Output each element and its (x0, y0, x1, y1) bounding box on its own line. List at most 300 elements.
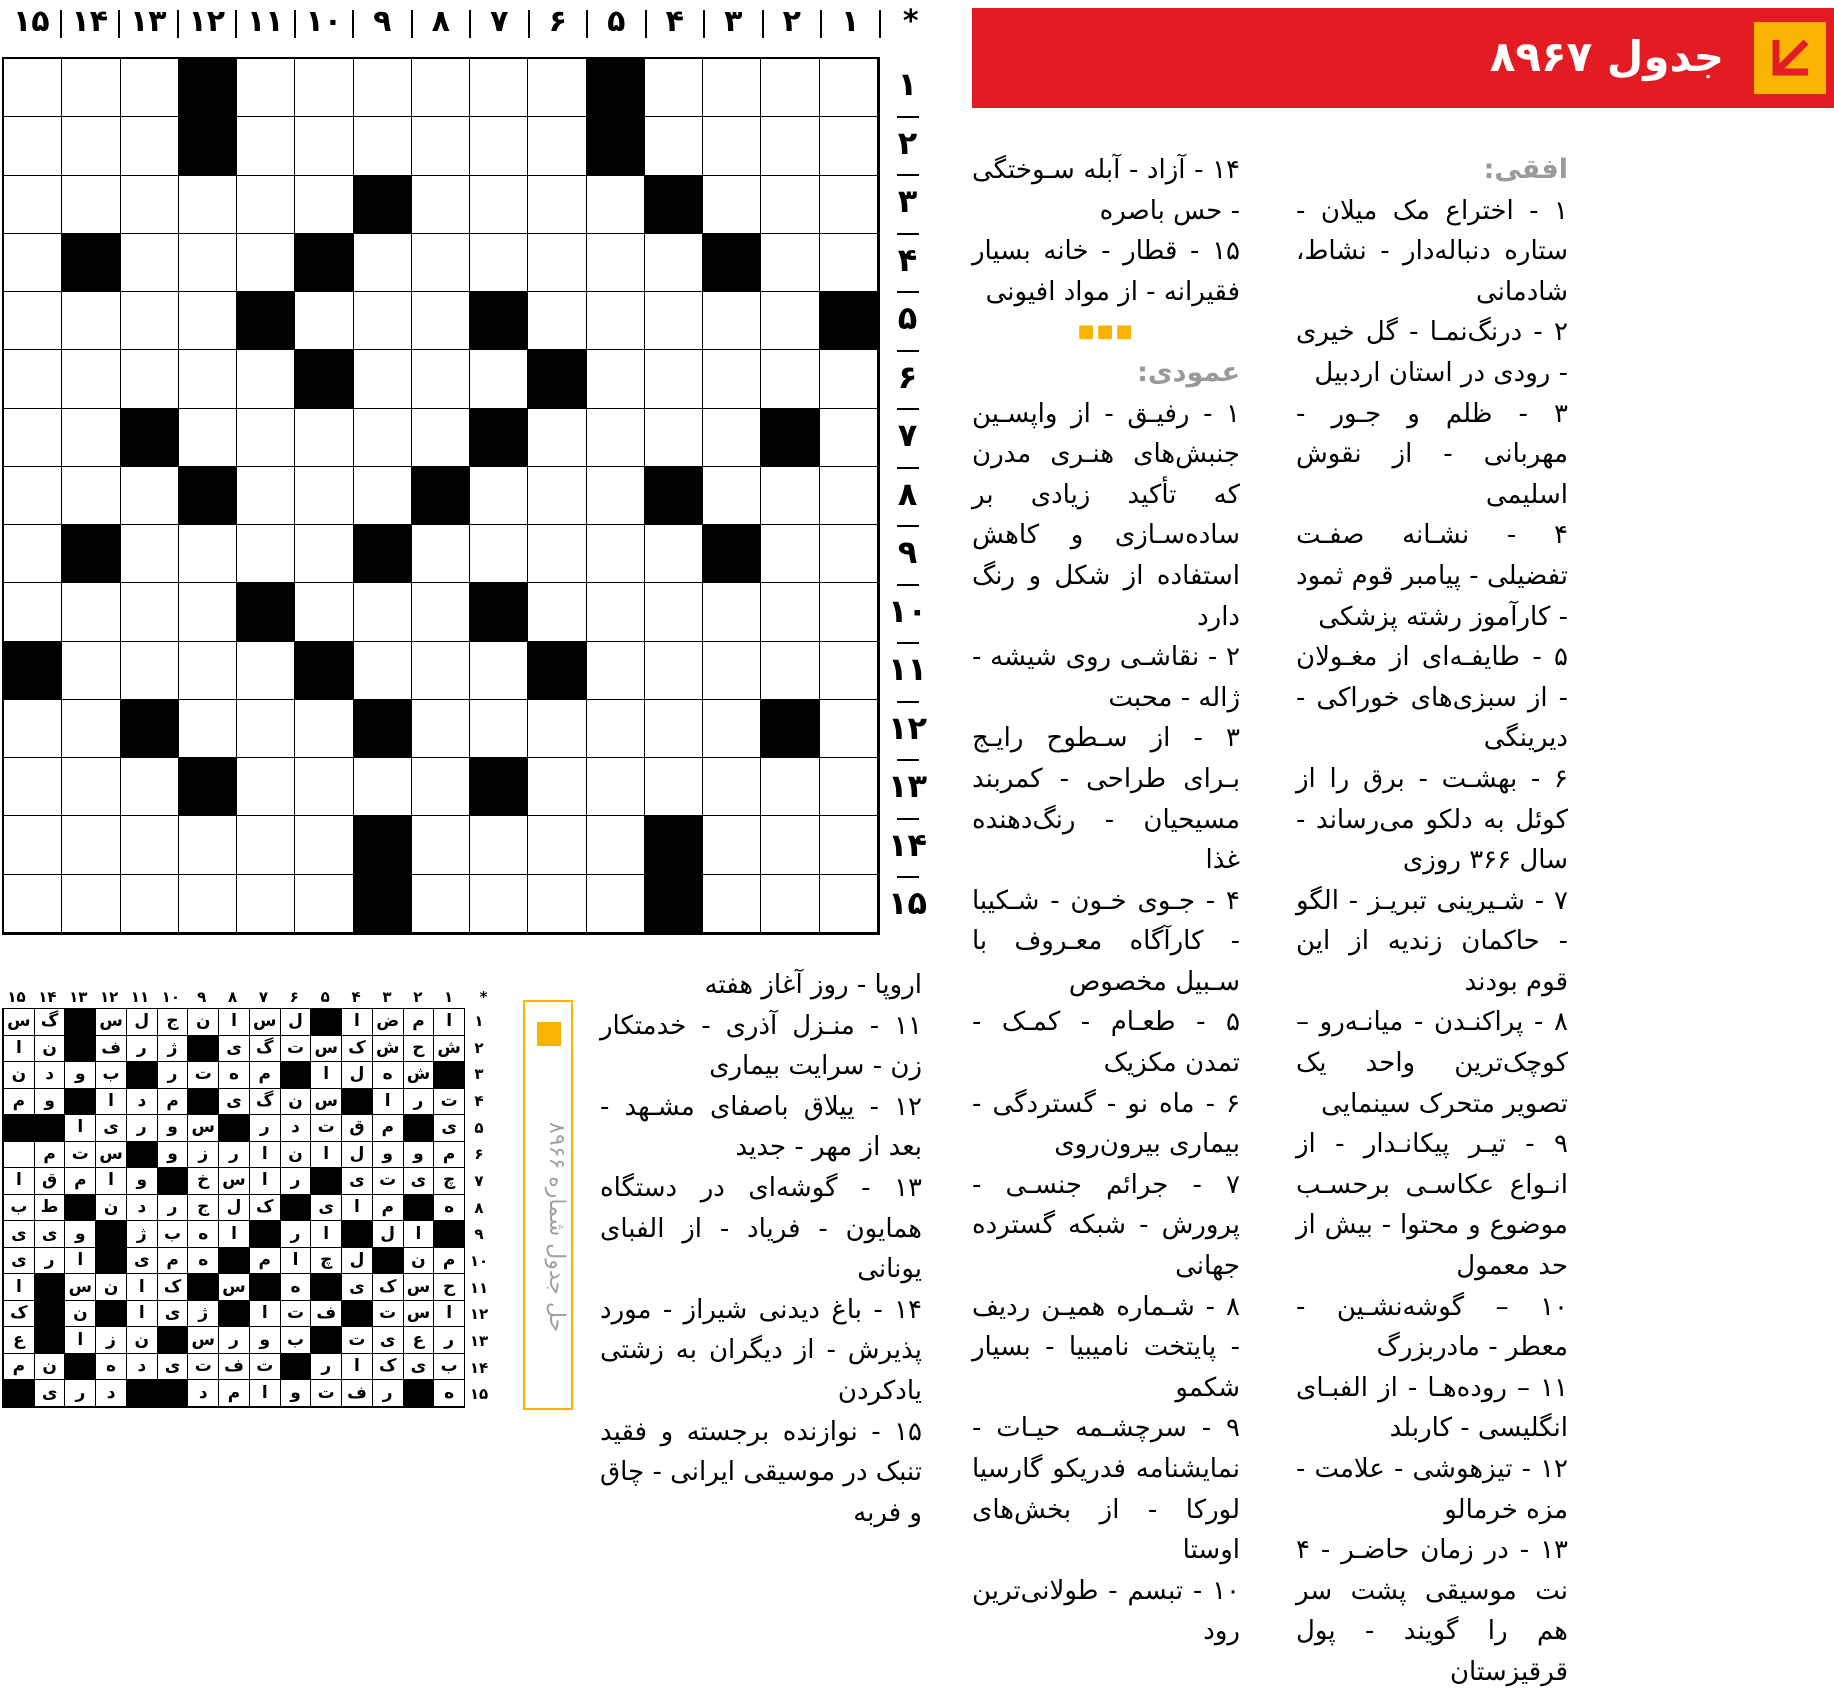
grid-cell[interactable] (4, 176, 62, 234)
solution-black-cell (157, 1168, 188, 1195)
solution-column-number: ۸ (227, 988, 238, 1006)
grid-cell[interactable] (645, 292, 703, 350)
solution-row-number: ۱۴ (469, 1358, 489, 1377)
black-cell (354, 816, 412, 874)
solution-cell: ک (157, 1274, 188, 1301)
column-separator (469, 10, 471, 38)
grid-cell[interactable] (295, 816, 353, 874)
grid-cell[interactable] (528, 875, 586, 933)
grid-cell[interactable] (645, 117, 703, 175)
solution-cell: م (157, 1248, 188, 1275)
solution-cell: ا (3, 1274, 34, 1301)
grid-cell[interactable] (237, 234, 295, 292)
grid-cell[interactable] (412, 525, 470, 583)
solution-cell: ش (372, 1036, 403, 1063)
grid-cell[interactable] (587, 176, 645, 234)
grid-cell[interactable] (412, 642, 470, 700)
grid-cell[interactable] (820, 700, 878, 758)
solution-cell: م (157, 1089, 188, 1116)
solution-cell: ت (187, 1062, 218, 1089)
solution-column-number: ۹ (197, 988, 207, 1006)
grid-cell[interactable] (354, 467, 412, 525)
grid-cell[interactable] (179, 700, 237, 758)
grid-cell[interactable] (295, 409, 353, 467)
clue-line: ۱۰ – گوشه‌نشـین - معطر - مادربزرگ (1296, 1291, 1568, 1363)
grid-cell[interactable] (237, 700, 295, 758)
column-number: ۹ (373, 4, 392, 39)
solution-cell: ا (341, 1195, 372, 1222)
black-cell (587, 59, 645, 117)
grid-cell[interactable] (412, 117, 470, 175)
grid-cell[interactable] (62, 758, 120, 816)
grid-cell[interactable] (645, 700, 703, 758)
solution-cell: ن (187, 1009, 218, 1036)
solution-black-cell (218, 1115, 249, 1142)
grid-cell[interactable] (820, 816, 878, 874)
solution-cell: ت (372, 1168, 403, 1195)
grid-cell[interactable] (62, 59, 120, 117)
grid-cell[interactable] (121, 525, 179, 583)
black-cell (4, 642, 62, 700)
solution-black-cell (341, 1221, 372, 1248)
grid-cell[interactable] (354, 758, 412, 816)
grid-cell[interactable] (470, 816, 528, 874)
grid-cell[interactable] (528, 117, 586, 175)
grid-cell[interactable] (179, 176, 237, 234)
grid-cell[interactable] (528, 758, 586, 816)
solution-row-number: ۱۲ (469, 1305, 489, 1324)
grid-cell[interactable] (470, 467, 528, 525)
grid-cell[interactable] (470, 234, 528, 292)
grid-cell[interactable] (587, 409, 645, 467)
grid-cell[interactable] (354, 583, 412, 641)
grid-cell[interactable] (761, 875, 819, 933)
grid-cell[interactable] (412, 292, 470, 350)
grid-cell[interactable] (121, 176, 179, 234)
row-separator (897, 759, 919, 761)
black-cell (587, 117, 645, 175)
grid-cell[interactable] (412, 583, 470, 641)
grid-cell[interactable] (470, 176, 528, 234)
grid-cell[interactable] (528, 292, 586, 350)
solution-column-number: ۱۴ (38, 988, 57, 1006)
solution-cell: م (433, 1248, 464, 1275)
grid-cell[interactable] (237, 350, 295, 408)
grid-cell[interactable] (62, 117, 120, 175)
column-number: ۲ (782, 4, 801, 39)
clue-line: ۱۱ – روده‌هـا - از الفبـای انگلیسی - کاربلد (1296, 1372, 1568, 1444)
grid-cell[interactable] (470, 117, 528, 175)
grid-cell[interactable] (761, 292, 819, 350)
grid-cell[interactable] (4, 583, 62, 641)
grid-cell[interactable] (820, 642, 878, 700)
clue-line: ۶ - بهشـت - برق را از کوئل به دلکو می‌رساند - سال ۳۶۶ روزی (1296, 763, 1568, 876)
section-heading: عمودی: (1137, 356, 1240, 388)
grid-cell[interactable] (703, 816, 761, 874)
grid-cell[interactable] (237, 758, 295, 816)
grid-cell[interactable] (470, 350, 528, 408)
grid-cell[interactable] (528, 700, 586, 758)
clues-column-vertical (972, 150, 1240, 1652)
grid-cell[interactable] (295, 875, 353, 933)
grid-cell[interactable] (528, 467, 586, 525)
grid-cell[interactable] (354, 292, 412, 350)
column-number: ۱۱ (246, 4, 284, 39)
row-number: ۳ (897, 182, 918, 220)
grid-cell[interactable] (354, 117, 412, 175)
solution-cell: ض (372, 1009, 403, 1036)
solution-cell: ر (64, 1380, 95, 1407)
grid-cell[interactable] (295, 117, 353, 175)
solution-cell: ا (249, 1380, 280, 1407)
grid-cell[interactable] (295, 59, 353, 117)
grid-cell[interactable] (703, 758, 761, 816)
grid-cell[interactable] (761, 642, 819, 700)
grid-cell[interactable] (295, 700, 353, 758)
grid-cell[interactable] (645, 642, 703, 700)
grid-cell[interactable] (62, 176, 120, 234)
grid-cell[interactable] (820, 875, 878, 933)
solution-cell: ر (310, 1354, 341, 1381)
grid-cell[interactable] (703, 292, 761, 350)
grid-cell[interactable] (179, 525, 237, 583)
grid-cell[interactable] (237, 176, 295, 234)
grid-cell[interactable] (354, 642, 412, 700)
grid-cell[interactable] (820, 758, 878, 816)
grid-cell[interactable] (121, 59, 179, 117)
grid-cell[interactable] (62, 350, 120, 408)
solution-cell: ه (95, 1354, 126, 1381)
grid-cell[interactable] (703, 700, 761, 758)
column-number: ۷ (490, 4, 509, 39)
grid-cell[interactable] (354, 350, 412, 408)
grid-cell[interactable] (121, 875, 179, 933)
grid-cell[interactable] (528, 816, 586, 874)
solution-column-number: ۱۵ (7, 988, 26, 1006)
grid-cell[interactable] (237, 59, 295, 117)
solution-row-number: ۶ (474, 1145, 484, 1164)
grid-cell[interactable] (354, 409, 412, 467)
black-cell (470, 583, 528, 641)
grid-cell[interactable] (121, 350, 179, 408)
black-cell (470, 409, 528, 467)
grid-cell[interactable] (761, 350, 819, 408)
solution-cell: ل (126, 1009, 157, 1036)
solution-black-cell (64, 1195, 95, 1222)
clue-line: ۵ - طعـام - کمـک - تمدن مکزیک (972, 1007, 1240, 1079)
solution-cell: ه (372, 1062, 403, 1089)
grid-cell[interactable] (295, 758, 353, 816)
solution-cell: ر (433, 1327, 464, 1354)
grid-cell[interactable] (820, 59, 878, 117)
grid-cell[interactable] (121, 292, 179, 350)
grid-cell[interactable] (237, 816, 295, 874)
grid-cell[interactable] (62, 700, 120, 758)
solution-cell: ه (187, 1248, 218, 1275)
solution-cell: م (249, 1062, 280, 1089)
solution-cell: س (95, 1142, 126, 1169)
grid-cell[interactable] (4, 292, 62, 350)
solution-cell: ر (218, 1327, 249, 1354)
solution-cell: ا (126, 1301, 157, 1328)
grid-cell[interactable] (587, 234, 645, 292)
grid-cell[interactable] (703, 59, 761, 117)
grid-cell[interactable] (528, 234, 586, 292)
grid-cell[interactable] (412, 758, 470, 816)
grid-cell[interactable] (703, 467, 761, 525)
column-number: ۸ (431, 4, 450, 39)
solution-cell: ر (280, 1221, 311, 1248)
grid-cell[interactable] (179, 292, 237, 350)
grid-cell[interactable] (470, 875, 528, 933)
grid-cell[interactable] (470, 59, 528, 117)
solution-cell: ی (341, 1168, 372, 1195)
grid-cell[interactable] (820, 409, 878, 467)
solution-cell: چ (310, 1248, 341, 1275)
grid-cell[interactable] (703, 350, 761, 408)
grid-cell[interactable] (528, 409, 586, 467)
puzzle-title: جدول ۸۹۶۷ (1489, 32, 1724, 81)
grid-cell[interactable] (820, 583, 878, 641)
grid-cell[interactable] (295, 583, 353, 641)
grid-cell[interactable] (412, 700, 470, 758)
row-separator (897, 584, 919, 586)
black-cell (295, 350, 353, 408)
clue-line: ۲ - نقاشـی روی شیشه - ژاله - محبت (972, 642, 1240, 713)
grid-cell[interactable] (761, 467, 819, 525)
grid-cell[interactable] (179, 234, 237, 292)
grid-cell[interactable] (761, 525, 819, 583)
grid-cell[interactable] (412, 409, 470, 467)
grid-cell[interactable] (295, 292, 353, 350)
grid-cell[interactable] (412, 875, 470, 933)
grid-cell[interactable] (645, 234, 703, 292)
grid-cell[interactable] (587, 467, 645, 525)
grid-cell[interactable] (645, 525, 703, 583)
grid-cell[interactable] (820, 525, 878, 583)
grid-cell[interactable] (761, 176, 819, 234)
clue-line: ۱۴ - آزاد - آبله سـوختگی - حس باصره (972, 155, 1240, 226)
grid-cell[interactable] (470, 642, 528, 700)
solution-cell: ا (218, 1221, 249, 1248)
grid-cell[interactable] (121, 816, 179, 874)
solution-column-number: ۱ (444, 988, 454, 1006)
grid-cell[interactable] (237, 409, 295, 467)
grid-cell[interactable] (354, 234, 412, 292)
grid-cell[interactable] (62, 642, 120, 700)
grid-cell[interactable] (4, 59, 62, 117)
grid-cell[interactable] (4, 875, 62, 933)
grid-cell[interactable] (179, 583, 237, 641)
grid-cell[interactable] (62, 467, 120, 525)
solution-cell: ک (341, 1036, 372, 1063)
grid-cell[interactable] (761, 234, 819, 292)
solution-row-number: ۸ (474, 1198, 484, 1217)
grid-cell[interactable] (179, 816, 237, 874)
column-number: ۶ (548, 4, 567, 39)
grid-cell[interactable] (703, 117, 761, 175)
grid-cell[interactable] (645, 583, 703, 641)
grid-cell[interactable] (4, 350, 62, 408)
solution-cell: ت (341, 1327, 372, 1354)
grid-cell[interactable] (412, 176, 470, 234)
grid-cell[interactable] (412, 59, 470, 117)
grid-cell[interactable] (703, 409, 761, 467)
solution-column-number: * (479, 988, 488, 1006)
solution-cell: ت (280, 1036, 311, 1063)
grid-cell[interactable] (703, 176, 761, 234)
grid-cell[interactable] (587, 292, 645, 350)
brand-logo-icon (1754, 22, 1826, 94)
solution-cell: ر (157, 1062, 188, 1089)
grid-cell[interactable] (761, 816, 819, 874)
solution-cell: س (249, 1009, 280, 1036)
solution-row-number: ۳ (474, 1065, 484, 1084)
solution-cell: گ (249, 1036, 280, 1063)
row-separator (897, 233, 919, 235)
grid-cell[interactable] (4, 525, 62, 583)
grid-cell[interactable] (412, 816, 470, 874)
grid-cell[interactable] (412, 234, 470, 292)
grid-cell[interactable] (820, 176, 878, 234)
grid-cell[interactable] (4, 117, 62, 175)
grid-cell[interactable] (528, 176, 586, 234)
solution-cell: س (95, 1009, 126, 1036)
grid-cell[interactable] (4, 234, 62, 292)
grid-cell[interactable] (62, 875, 120, 933)
solution-cell: ب (280, 1327, 311, 1354)
grid-cell[interactable] (121, 758, 179, 816)
black-cell (121, 409, 179, 467)
solution-black-cell (249, 1274, 280, 1301)
grid-cell[interactable] (62, 409, 120, 467)
grid-cell[interactable] (703, 875, 761, 933)
solution-cell: ن (3, 1062, 34, 1089)
grid-cell[interactable] (121, 642, 179, 700)
row-number: ۵ (897, 299, 918, 337)
column-separator (235, 10, 237, 38)
grid-cell[interactable] (121, 117, 179, 175)
grid-cell[interactable] (179, 350, 237, 408)
clue-line: ۳ - ظلم و جـور - مهربانی - از نقوش اسلیمی (1296, 398, 1568, 510)
solution-black-cell (280, 1062, 311, 1089)
solution-black-cell (433, 1062, 464, 1089)
solution-column-number: ۶ (289, 988, 299, 1006)
solution-cell: ا (341, 1354, 372, 1381)
grid-cell[interactable] (470, 525, 528, 583)
grid-cell[interactable] (237, 467, 295, 525)
solution-black-cell (3, 1380, 34, 1407)
grid-cell[interactable] (528, 525, 586, 583)
column-numbers (0, 4, 935, 44)
grid-cell[interactable] (121, 467, 179, 525)
grid-cell[interactable] (237, 117, 295, 175)
grid-cell[interactable] (62, 292, 120, 350)
grid-cell[interactable] (354, 59, 412, 117)
grid-cell[interactable] (412, 350, 470, 408)
grid-cell[interactable] (645, 350, 703, 408)
grid-cell[interactable] (645, 758, 703, 816)
grid-cell[interactable] (703, 642, 761, 700)
grid-cell[interactable] (528, 583, 586, 641)
grid-cell[interactable] (62, 816, 120, 874)
grid-cell[interactable] (645, 59, 703, 117)
solution-black-cell (95, 1248, 126, 1275)
grid-cell[interactable] (761, 583, 819, 641)
grid-cell[interactable] (587, 642, 645, 700)
column-separator (879, 10, 881, 38)
solution-cell: و (64, 1062, 95, 1089)
solution-row-number: ۷ (474, 1172, 484, 1190)
grid-cell[interactable] (587, 700, 645, 758)
solution-cell: س (403, 1301, 434, 1328)
grid-cell[interactable] (703, 583, 761, 641)
solution-cell: م (218, 1380, 249, 1407)
grid-cell[interactable] (645, 409, 703, 467)
solution-black-cell (310, 1168, 341, 1195)
grid-cell[interactable] (587, 350, 645, 408)
grid-cell[interactable] (820, 117, 878, 175)
grid-cell[interactable] (820, 467, 878, 525)
grid-cell[interactable] (4, 467, 62, 525)
black-cell (354, 176, 412, 234)
grid-cell[interactable] (4, 409, 62, 467)
grid-cell[interactable] (295, 176, 353, 234)
solution-black-cell (95, 1221, 126, 1248)
solution-cell: ک (3, 1301, 34, 1328)
grid-cell[interactable] (4, 816, 62, 874)
grid-cell[interactable] (820, 350, 878, 408)
grid-cell[interactable] (587, 525, 645, 583)
grid-cell[interactable] (761, 59, 819, 117)
solution-cell: ا (310, 1221, 341, 1248)
grid-cell[interactable] (587, 583, 645, 641)
solution-cell: ن (126, 1327, 157, 1354)
solution-black-cell (249, 1221, 280, 1248)
grid-cell[interactable] (4, 758, 62, 816)
row-separator (897, 701, 919, 703)
grid-cell[interactable] (587, 816, 645, 874)
grid-cell[interactable] (4, 700, 62, 758)
grid-cell[interactable] (470, 700, 528, 758)
black-cell (237, 583, 295, 641)
grid-cell[interactable] (295, 525, 353, 583)
grid-cell[interactable] (237, 525, 295, 583)
grid-cell[interactable] (761, 117, 819, 175)
solution-black-cell (433, 1221, 464, 1248)
solution-row-number: ۹ (474, 1225, 484, 1244)
grid-cell[interactable] (121, 583, 179, 641)
solution-column-number: ۴ (351, 988, 361, 1006)
solution-cell: ژ (187, 1301, 218, 1328)
grid-cell[interactable] (820, 234, 878, 292)
grid-cell[interactable] (179, 875, 237, 933)
grid-cell[interactable] (179, 409, 237, 467)
grid-cell[interactable] (528, 59, 586, 117)
grid-cell[interactable] (295, 467, 353, 525)
grid-cell[interactable] (587, 758, 645, 816)
black-cell (703, 525, 761, 583)
grid-cell[interactable] (761, 758, 819, 816)
grid-cell[interactable] (237, 875, 295, 933)
grid-cell[interactable] (121, 234, 179, 292)
solution-cell: ز (187, 1142, 218, 1169)
grid-cell[interactable] (587, 875, 645, 933)
grid-cell[interactable] (179, 642, 237, 700)
grid-cell[interactable] (237, 642, 295, 700)
grid-cell[interactable] (62, 583, 120, 641)
solution-black-cell (126, 1142, 157, 1169)
